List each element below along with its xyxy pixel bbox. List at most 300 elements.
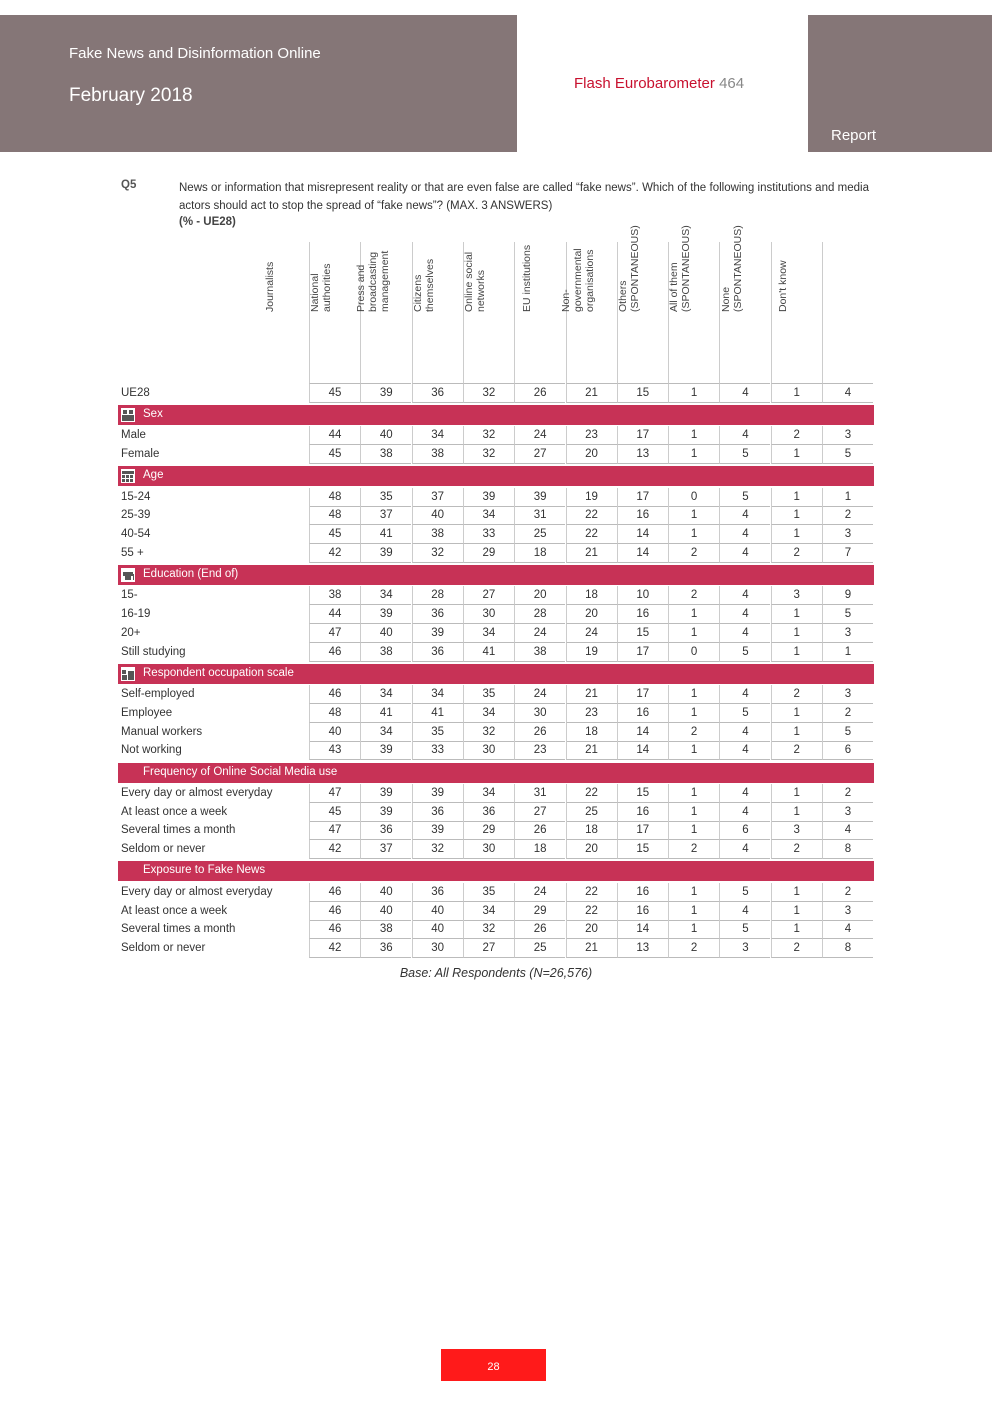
table-cell: 35	[360, 488, 411, 507]
table-cell: 43	[309, 741, 360, 760]
row-label: 25-39	[121, 509, 151, 522]
table-cell: 26	[514, 384, 565, 403]
table-cell: 18	[514, 840, 565, 859]
column-headers	[118, 225, 874, 384]
table-cell: 2	[771, 426, 822, 445]
table-cell: 17	[617, 488, 668, 507]
table-cell: 27	[463, 586, 514, 605]
table-cell: 24	[514, 883, 565, 902]
column-header-label: Citizens themselves	[411, 258, 436, 312]
section-header	[118, 664, 874, 684]
row-label: 20+	[121, 626, 141, 639]
table-cell: 1	[771, 920, 822, 939]
table-cell: 1	[771, 525, 822, 544]
table-cell: 45	[309, 803, 360, 822]
table-cell: 32	[463, 426, 514, 445]
table-cell: 32	[463, 723, 514, 742]
table-cell: 34	[360, 723, 411, 742]
table-cell: 45	[309, 384, 360, 403]
table-cell: 34	[360, 685, 411, 704]
table-cell: 1	[771, 506, 822, 525]
table-cell: 42	[309, 840, 360, 859]
table-cell: 40	[412, 506, 463, 525]
table-cell: 38	[360, 920, 411, 939]
row-label: Several times a month	[121, 824, 236, 837]
table-cell: 42	[309, 544, 360, 563]
table-cell: 13	[617, 939, 668, 958]
section-title: Sex	[143, 407, 163, 420]
table-cell: 1	[668, 784, 719, 803]
row-label: Not working	[121, 744, 182, 757]
column-header-label: EU institutions	[520, 244, 533, 312]
question-base: (% - UE28)	[179, 216, 236, 228]
table-cell: 34	[463, 902, 514, 921]
table-row	[118, 883, 874, 902]
table-cell: 1	[668, 920, 719, 939]
table-cell: 46	[309, 920, 360, 939]
table-cell: 44	[309, 605, 360, 624]
table-cell: 32	[463, 445, 514, 464]
table-cell: 1	[822, 643, 873, 662]
table-cell: 30	[412, 939, 463, 958]
table-cell: 32	[412, 544, 463, 563]
table-cell: 18	[566, 586, 617, 605]
table-cell: 4	[719, 506, 770, 525]
table-cell: 46	[309, 902, 360, 921]
table-row	[118, 586, 874, 605]
row-label: Self-employed	[121, 688, 195, 701]
table-cell: 40	[309, 723, 360, 742]
table-cell: 17	[617, 643, 668, 662]
table-cell: 3	[822, 624, 873, 643]
table-cell: 22	[566, 784, 617, 803]
table-row	[118, 488, 874, 507]
table-cell: 36	[412, 883, 463, 902]
table-cell: 29	[514, 902, 565, 921]
series-number: 464	[719, 75, 745, 92]
table-cell: 21	[566, 741, 617, 760]
column-header-label: None (SPONTANEOUS)	[719, 225, 744, 312]
table-cell: 20	[566, 920, 617, 939]
survey-series	[574, 75, 744, 92]
section-header	[118, 405, 874, 425]
table-cell: 3	[771, 586, 822, 605]
table-cell: 37	[412, 488, 463, 507]
table-cell: 14	[617, 920, 668, 939]
table-cell: 29	[463, 821, 514, 840]
table-cell: 35	[463, 685, 514, 704]
table-cell: 4	[719, 741, 770, 760]
table-cell: 41	[360, 525, 411, 544]
table-cell: 2	[822, 704, 873, 723]
table-cell: 3	[822, 902, 873, 921]
section-title: Education (End of)	[143, 567, 239, 580]
table-cell: 40	[412, 902, 463, 921]
section-title: Exposure to Fake News	[143, 864, 266, 877]
table-cell: 2	[822, 784, 873, 803]
table-cell: 3	[719, 939, 770, 958]
table-row	[118, 643, 874, 662]
header-right-band	[808, 15, 992, 152]
table-cell: 15	[617, 784, 668, 803]
table-cell: 42	[309, 939, 360, 958]
section-title: Respondent occupation scale	[143, 666, 294, 679]
table-cell: 17	[617, 685, 668, 704]
table-cell: 30	[514, 704, 565, 723]
table-cell: 1	[771, 624, 822, 643]
table-cell: 45	[309, 445, 360, 464]
table-cell: 14	[617, 544, 668, 563]
table-cell: 1	[771, 784, 822, 803]
table-cell: 26	[514, 723, 565, 742]
table-cell: 19	[566, 643, 617, 662]
table-cell: 36	[360, 821, 411, 840]
row-label: 15-	[121, 589, 138, 602]
table-cell: 18	[566, 821, 617, 840]
table-cell: 20	[566, 445, 617, 464]
table-cell: 39	[514, 488, 565, 507]
table-cell: 37	[360, 840, 411, 859]
table-cell: 46	[309, 883, 360, 902]
table-cell: 39	[360, 741, 411, 760]
document-date: February 2018	[69, 85, 193, 106]
table-cell: 5	[719, 643, 770, 662]
table-cell: 18	[566, 723, 617, 742]
table-cell: 33	[412, 741, 463, 760]
table-cell: 39	[360, 384, 411, 403]
table-cell: 0	[668, 488, 719, 507]
table-cell: 36	[412, 605, 463, 624]
table-cell: 15	[617, 384, 668, 403]
column-header	[777, 242, 873, 384]
table-row	[118, 384, 874, 403]
table-row	[118, 840, 874, 859]
table-row	[118, 939, 874, 958]
column-header-label: Don't know	[777, 260, 789, 312]
section-header	[118, 861, 874, 881]
table-cell: 0	[668, 643, 719, 662]
table-cell: 24	[514, 685, 565, 704]
table-cell: 1	[668, 704, 719, 723]
row-label: Every day or almost everyday	[121, 885, 273, 898]
row-label: 16-19	[121, 608, 151, 621]
table-cell: 8	[822, 840, 873, 859]
table-cell: 8	[822, 939, 873, 958]
table-cell: 4	[719, 803, 770, 822]
table-cell: 22	[566, 883, 617, 902]
table-cell: 36	[360, 939, 411, 958]
column-header-label: Others (SPONTANEOUS)	[617, 225, 642, 312]
table-cell: 5	[719, 488, 770, 507]
header-left-band	[0, 15, 517, 152]
row-label: Male	[121, 429, 146, 442]
table-cell: 14	[617, 741, 668, 760]
table-cell: 32	[463, 920, 514, 939]
series-name: Flash Eurobarometer	[574, 75, 715, 92]
table-cell: 30	[463, 605, 514, 624]
table-cell: 3	[822, 685, 873, 704]
table-cell: 5	[822, 723, 873, 742]
table-row	[118, 723, 874, 742]
table-cell: 37	[360, 506, 411, 525]
table-cell: 5	[719, 704, 770, 723]
table-cell: 36	[412, 384, 463, 403]
table-cell: 31	[514, 506, 565, 525]
table-cell: 36	[412, 643, 463, 662]
table-cell: 30	[463, 741, 514, 760]
row-label: 55 +	[121, 546, 144, 559]
table-cell: 32	[463, 384, 514, 403]
table-cell: 15	[617, 624, 668, 643]
table-cell: 10	[617, 586, 668, 605]
table-cell: 5	[719, 445, 770, 464]
table-cell: 1	[668, 883, 719, 902]
table-cell: 38	[309, 586, 360, 605]
table-cell: 4	[719, 723, 770, 742]
table-cell: 4	[719, 784, 770, 803]
row-label: Employee	[121, 706, 173, 719]
table-cell: 48	[309, 704, 360, 723]
table-cell: 1	[771, 643, 822, 662]
table-cell: 1	[771, 803, 822, 822]
table-cell: 2	[771, 741, 822, 760]
table-cell: 1	[771, 883, 822, 902]
table-row	[118, 506, 874, 525]
table-cell: 2	[771, 685, 822, 704]
table-cell: 41	[463, 643, 514, 662]
table-cell: 4	[719, 624, 770, 643]
table-cell: 26	[514, 821, 565, 840]
table-cell: 21	[566, 544, 617, 563]
results-table	[118, 225, 874, 954]
table-cell: 18	[514, 544, 565, 563]
table-cell: 34	[463, 624, 514, 643]
table-row	[118, 704, 874, 723]
table-cell: 5	[719, 920, 770, 939]
table-cell: 16	[617, 506, 668, 525]
occupation-icon	[121, 667, 135, 681]
section-header	[118, 763, 874, 783]
table-cell: 2	[822, 883, 873, 902]
table-cell: 38	[412, 525, 463, 544]
table-row	[118, 426, 874, 445]
row-label: 15-24	[121, 490, 151, 503]
table-cell: 1	[668, 741, 719, 760]
table-cell: 2	[771, 544, 822, 563]
table-cell: 44	[309, 426, 360, 445]
table-cell: 35	[463, 883, 514, 902]
column-header-label: Journalists	[264, 261, 276, 312]
section-title: Frequency of Online Social Media use	[143, 765, 338, 778]
table-cell: 48	[309, 488, 360, 507]
table-cell: 46	[309, 643, 360, 662]
table-row	[118, 685, 874, 704]
table-cell: 16	[617, 803, 668, 822]
table-cell: 2	[668, 544, 719, 563]
column-header-label: Press and broadcasting management	[354, 250, 391, 312]
table-cell: 40	[360, 883, 411, 902]
table-cell: 4	[719, 384, 770, 403]
table-row	[118, 902, 874, 921]
table-cell: 33	[463, 525, 514, 544]
document-title: Fake News and Disinformation Online	[69, 45, 321, 62]
table-cell: 46	[309, 685, 360, 704]
table-cell: 3	[822, 525, 873, 544]
table-row	[118, 525, 874, 544]
table-cell: 32	[412, 840, 463, 859]
table-cell: 4	[719, 685, 770, 704]
table-cell: 47	[309, 784, 360, 803]
table-cell: 34	[412, 426, 463, 445]
table-cell: 16	[617, 883, 668, 902]
table-cell: 1	[668, 605, 719, 624]
table-cell: 23	[566, 704, 617, 723]
base-note: Base: All Respondents (N=26,576)	[399, 966, 593, 980]
table-cell: 28	[514, 605, 565, 624]
question-text: News or information that misrepresent reality or that are even false are called “fake news”. Which of the following institutions and media actors should act to stop the spread of “fake news”? (MAX. 3 ANSWERS)	[179, 182, 869, 212]
table-row	[118, 920, 874, 939]
table-cell: 34	[360, 586, 411, 605]
column-header-label: Online social networks	[463, 251, 488, 312]
table-cell: 14	[617, 525, 668, 544]
table-cell: 34	[412, 685, 463, 704]
table-cell: 17	[617, 426, 668, 445]
table-cell: 1	[668, 525, 719, 544]
table-cell: 1	[668, 685, 719, 704]
table-cell: 19	[566, 488, 617, 507]
table-cell: 40	[360, 902, 411, 921]
table-cell: 2	[668, 586, 719, 605]
table-cell: 4	[719, 605, 770, 624]
table-cell: 40	[412, 920, 463, 939]
row-label: Several times a month	[121, 923, 236, 936]
table-cell: 47	[309, 821, 360, 840]
table-cell: 6	[719, 821, 770, 840]
table-cell: 40	[360, 426, 411, 445]
table-cell: 4	[719, 544, 770, 563]
table-cell: 17	[617, 821, 668, 840]
section-header	[118, 565, 874, 585]
section-header	[118, 466, 874, 486]
table-cell: 1	[771, 488, 822, 507]
table-cell: 34	[463, 784, 514, 803]
row-label: Seldom or never	[121, 843, 206, 856]
table-cell: 39	[463, 488, 514, 507]
table-cell: 22	[566, 525, 617, 544]
table-cell: 2	[822, 506, 873, 525]
table-cell: 39	[360, 605, 411, 624]
table-cell: 25	[514, 525, 565, 544]
row-label: Still studying	[121, 645, 186, 658]
table-cell: 1	[668, 803, 719, 822]
table-row	[118, 624, 874, 643]
row-label: Seldom or never	[121, 941, 206, 954]
table-cell: 3	[822, 803, 873, 822]
table-cell: 34	[463, 506, 514, 525]
table-cell: 1	[668, 445, 719, 464]
table-cell: 1	[668, 384, 719, 403]
table-cell: 4	[719, 840, 770, 859]
row-label: Manual workers	[121, 725, 203, 738]
table-cell: 39	[412, 624, 463, 643]
table-cell: 7	[822, 544, 873, 563]
table-cell: 2	[771, 939, 822, 958]
table-cell: 41	[360, 704, 411, 723]
table-cell: 20	[514, 586, 565, 605]
table-cell: 23	[566, 426, 617, 445]
table-cell: 25	[566, 803, 617, 822]
row-label: UE28	[121, 387, 150, 399]
table-cell: 16	[617, 902, 668, 921]
table-cell: 4	[719, 426, 770, 445]
row-label: At least once a week	[121, 904, 228, 917]
table-cell: 1	[668, 821, 719, 840]
table-cell: 34	[463, 704, 514, 723]
table-cell: 1	[771, 605, 822, 624]
table-cell: 38	[412, 445, 463, 464]
table-cell: 3	[771, 821, 822, 840]
table-cell: 1	[668, 426, 719, 445]
page-number: 28	[441, 1349, 546, 1381]
section-title: Age	[143, 469, 164, 482]
table-cell: 4	[719, 586, 770, 605]
table-cell: 1	[668, 624, 719, 643]
table-cell: 2	[668, 723, 719, 742]
table-cell: 39	[412, 784, 463, 803]
table-cell: 39	[360, 544, 411, 563]
table-cell: 1	[668, 506, 719, 525]
table-cell: 1	[771, 902, 822, 921]
table-cell: 2	[668, 939, 719, 958]
table-cell: 41	[412, 704, 463, 723]
table-cell: 16	[617, 704, 668, 723]
table-cell: 22	[566, 902, 617, 921]
table-cell: 39	[360, 784, 411, 803]
table-cell: 1	[771, 704, 822, 723]
table-cell: 4	[822, 821, 873, 840]
table-cell: 27	[514, 445, 565, 464]
people-icon	[121, 408, 135, 422]
column-header-label: Non- governmental organisations	[559, 248, 596, 312]
table-cell: 21	[566, 939, 617, 958]
table-cell: 15	[617, 840, 668, 859]
table-cell: 31	[514, 784, 565, 803]
table-cell: 27	[514, 803, 565, 822]
table-cell: 45	[309, 525, 360, 544]
table-cell: 4	[719, 902, 770, 921]
table-cell: 2	[668, 840, 719, 859]
table-cell: 4	[822, 384, 873, 403]
table-cell: 27	[463, 939, 514, 958]
table-cell: 36	[412, 803, 463, 822]
table-cell: 23	[514, 741, 565, 760]
table-cell: 6	[822, 741, 873, 760]
table-cell: 2	[771, 840, 822, 859]
table-cell: 39	[360, 803, 411, 822]
table-cell: 5	[719, 883, 770, 902]
table-cell: 5	[822, 445, 873, 464]
table-cell: 1	[771, 723, 822, 742]
table-cell: 24	[566, 624, 617, 643]
table-cell: 14	[617, 723, 668, 742]
table-row	[118, 741, 874, 760]
table-cell: 25	[514, 939, 565, 958]
table-cell: 13	[617, 445, 668, 464]
table-row	[118, 803, 874, 822]
table-cell: 1	[822, 488, 873, 507]
table-cell: 24	[514, 426, 565, 445]
row-label: At least once a week	[121, 805, 228, 818]
